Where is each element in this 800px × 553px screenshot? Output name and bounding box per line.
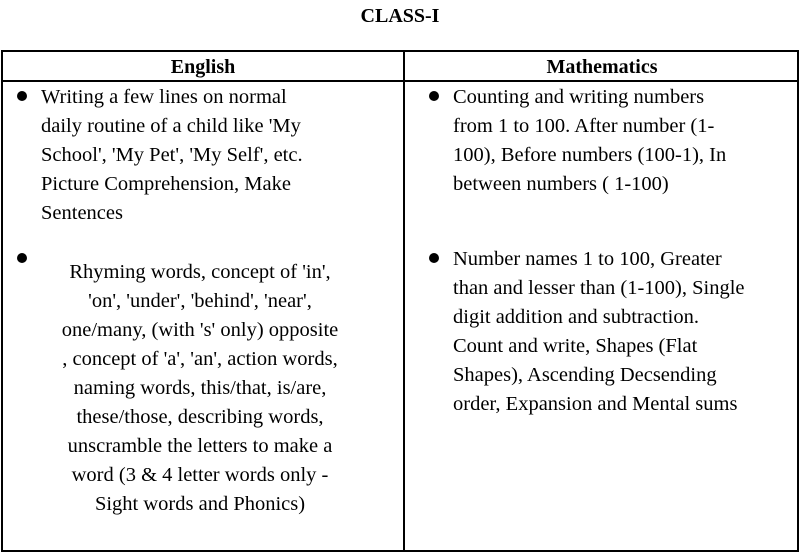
english-item-1 — [41, 83, 303, 228]
text-line: Number names 1 to 100, Greater — [453, 248, 722, 270]
mathematics-header: Mathematics — [546, 56, 658, 78]
text-line: these/those, describing words, — [76, 406, 324, 428]
text-line: 100), Before numbers (100-1), In — [453, 144, 727, 166]
bullet-icon — [429, 91, 439, 101]
bullet-icon — [429, 253, 439, 263]
mathematics-item-1 — [453, 83, 726, 199]
text-line: , concept of 'a', 'an', action words, — [62, 348, 338, 370]
text-line: between numbers ( 1-100) — [453, 173, 669, 195]
page-title: CLASS-I — [360, 5, 440, 27]
text-line: than and lesser than (1-100), Single — [453, 277, 745, 299]
text-line: 'on', 'under', 'behind', 'near', — [88, 290, 312, 312]
text-line: unscramble the letters to make a — [67, 435, 333, 457]
text-line: Rhyming words, concept of 'in', — [69, 261, 331, 283]
text-line: Writing a few lines on normal — [41, 86, 287, 108]
text-line: daily routine of a child like 'My — [41, 115, 301, 137]
text-line: Shapes), Ascending Decsending — [453, 364, 717, 386]
english-header: English — [170, 56, 236, 78]
text-line: one/many, (with 's' only) opposite — [61, 319, 339, 341]
text-line: word (3 & 4 letter words only - — [71, 464, 329, 486]
text-line: digit addition and subtraction. — [453, 306, 699, 328]
text-line: naming words, this/that, is/are, — [73, 377, 327, 399]
text-line: Count and write, Shapes (Flat — [453, 335, 698, 357]
syllabus-table — [1, 50, 799, 552]
text-line: Counting and writing numbers — [453, 86, 705, 108]
mathematics-item-2 — [453, 245, 744, 419]
text-line: Sight words and Phonics) — [94, 493, 306, 515]
english-item-2 — [35, 258, 365, 519]
column-divider — [403, 52, 405, 550]
text-line: order, Expansion and Mental sums — [453, 393, 738, 415]
bullet-icon — [17, 91, 27, 101]
header-divider — [3, 80, 797, 82]
text-line: Picture Comprehension, Make — [41, 173, 291, 195]
bullet-icon — [17, 253, 27, 263]
text-line: from 1 to 100. After number (1- — [453, 115, 715, 137]
text-line: School', 'My Pet', 'My Self', etc. — [41, 144, 303, 166]
text-line: Sentences — [41, 202, 123, 224]
